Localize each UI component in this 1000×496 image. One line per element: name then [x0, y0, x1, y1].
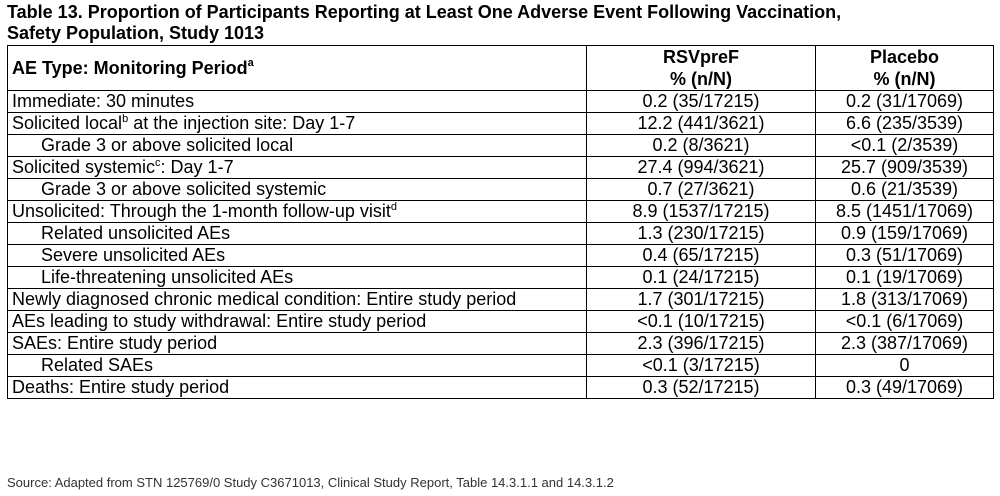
row-label	[8, 179, 587, 201]
rsvpref-value: 0.4 (65/17215)	[587, 245, 816, 267]
row-label-text: Related SAEs	[41, 355, 154, 375]
footnote-marker: b	[122, 113, 129, 125]
row-label-text: Unsolicited: Through the 1-month follow-up visit	[12, 201, 391, 221]
row-label-text: Solicited systemic	[12, 157, 156, 177]
table-row	[8, 201, 994, 223]
table-row	[8, 267, 994, 289]
rsvpref-value: 12.2 (441/3621)	[587, 113, 816, 135]
row-label	[8, 311, 587, 333]
table-row	[8, 333, 994, 355]
rsvpref-value: 27.4 (994/3621)	[587, 157, 816, 179]
placebo-value: <0.1 (6/17069)	[816, 311, 994, 333]
rsvpref-value: 0.7 (27/3621)	[587, 179, 816, 201]
placebo-value: 6.6 (235/3539)	[816, 113, 994, 135]
placebo-value: 8.5 (1451/17069)	[816, 201, 994, 223]
rsvpref-value: 8.9 (1537/17215)	[587, 201, 816, 223]
rsvpref-value: 2.3 (396/17215)	[587, 333, 816, 355]
rsvpref-value: 0.1 (24/17215)	[587, 267, 816, 289]
row-label-text: Deaths: Entire study period	[12, 377, 230, 397]
row-label-text: SAEs: Entire study period	[12, 333, 218, 353]
footnote-text: Source: Adapted from STN 125769/0 Study C3671013, Clinical Study Report, Table 14.3.1.1 and 14.3.1.2	[7, 475, 614, 490]
placebo-value: 0.1 (19/17069)	[816, 267, 994, 289]
header-placebo	[816, 46, 994, 91]
header-ae-type-footnote-marker: a	[247, 57, 254, 69]
row-label-text: Related unsolicited AEs	[41, 223, 231, 243]
placebo-value: 0.6 (21/3539)	[816, 179, 994, 201]
rsvpref-value: 0.2 (8/3621)	[587, 135, 816, 157]
rsvpref-value: 1.3 (230/17215)	[587, 223, 816, 245]
table-row	[8, 157, 994, 179]
header-rsvpref	[587, 46, 816, 91]
footnote-marker: d	[390, 201, 397, 213]
row-label-text: Solicited local	[12, 113, 123, 133]
row-label-text: Immediate: 30 minutes	[12, 91, 195, 111]
row-label-text: Grade 3 or above solicited systemic	[41, 179, 327, 199]
row-label	[8, 135, 587, 157]
table-row	[8, 355, 994, 377]
footnote-marker: c	[155, 157, 161, 169]
placebo-value: <0.1 (2/3539)	[816, 135, 994, 157]
row-label	[8, 91, 587, 113]
rsvpref-value: 0.2 (35/17215)	[587, 91, 816, 113]
table-caption-line-2: Safety Population, Study 1013	[7, 22, 265, 43]
document	[7, 2, 997, 399]
header-ae-type-label: AE Type: Monitoring Period	[12, 58, 248, 78]
rsvpref-value: <0.1 (3/17215)	[587, 355, 816, 377]
row-label	[8, 201, 587, 223]
footnote-partial	[7, 475, 987, 490]
placebo-value: 0	[816, 355, 994, 377]
placebo-value: 0.9 (159/17069)	[816, 223, 994, 245]
table-caption	[7, 2, 997, 43]
table-row	[8, 91, 994, 113]
table-header-row	[8, 46, 994, 91]
table-row	[8, 377, 994, 399]
table-row	[8, 179, 994, 201]
row-label	[8, 355, 587, 377]
header-placebo-unit: % (n/N)	[873, 69, 936, 89]
adverse-event-table	[7, 45, 994, 399]
table-row	[8, 135, 994, 157]
table-row	[8, 113, 994, 135]
row-label-text: Grade 3 or above solicited local	[41, 135, 294, 155]
row-label-text: Life-threatening unsolicited AEs	[41, 267, 294, 287]
placebo-value: 25.7 (909/3539)	[816, 157, 994, 179]
row-label	[8, 113, 587, 135]
row-label-text: AEs leading to study withdrawal: Entire study period	[12, 311, 427, 331]
header-rsvpref-name: RSVpreF	[662, 47, 740, 67]
table-row	[8, 311, 994, 333]
row-label-text: Newly diagnosed chronic medical condition: Entire study period	[12, 289, 517, 309]
table-row	[8, 289, 994, 311]
placebo-value: 0.3 (51/17069)	[816, 245, 994, 267]
header-placebo-name: Placebo	[869, 47, 940, 67]
row-label-suffix: : Day 1-7	[160, 157, 234, 177]
header-rsvpref-unit: % (n/N)	[670, 69, 732, 89]
table-row	[8, 223, 994, 245]
placebo-value: 2.3 (387/17069)	[816, 333, 994, 355]
header-ae-type	[8, 46, 587, 91]
row-label	[8, 333, 587, 355]
placebo-value: 0.2 (31/17069)	[816, 91, 994, 113]
row-label	[8, 267, 587, 289]
row-label-text: Severe unsolicited AEs	[41, 245, 226, 265]
rsvpref-value: <0.1 (10/17215)	[587, 311, 816, 333]
row-label	[8, 245, 587, 267]
placebo-value: 1.8 (313/17069)	[816, 289, 994, 311]
rsvpref-value: 0.3 (52/17215)	[587, 377, 816, 399]
rsvpref-value: 1.7 (301/17215)	[587, 289, 816, 311]
row-label-suffix: at the injection site: Day 1-7	[128, 113, 356, 133]
row-label	[8, 289, 587, 311]
placebo-value: 0.3 (49/17069)	[816, 377, 994, 399]
row-label	[8, 223, 587, 245]
table-row	[8, 245, 994, 267]
row-label	[8, 157, 587, 179]
table-caption-line-1: Table 13. Proportion of Participants Reporting at Least One Adverse Event Following Vaccination,	[7, 2, 842, 22]
row-label	[8, 377, 587, 399]
